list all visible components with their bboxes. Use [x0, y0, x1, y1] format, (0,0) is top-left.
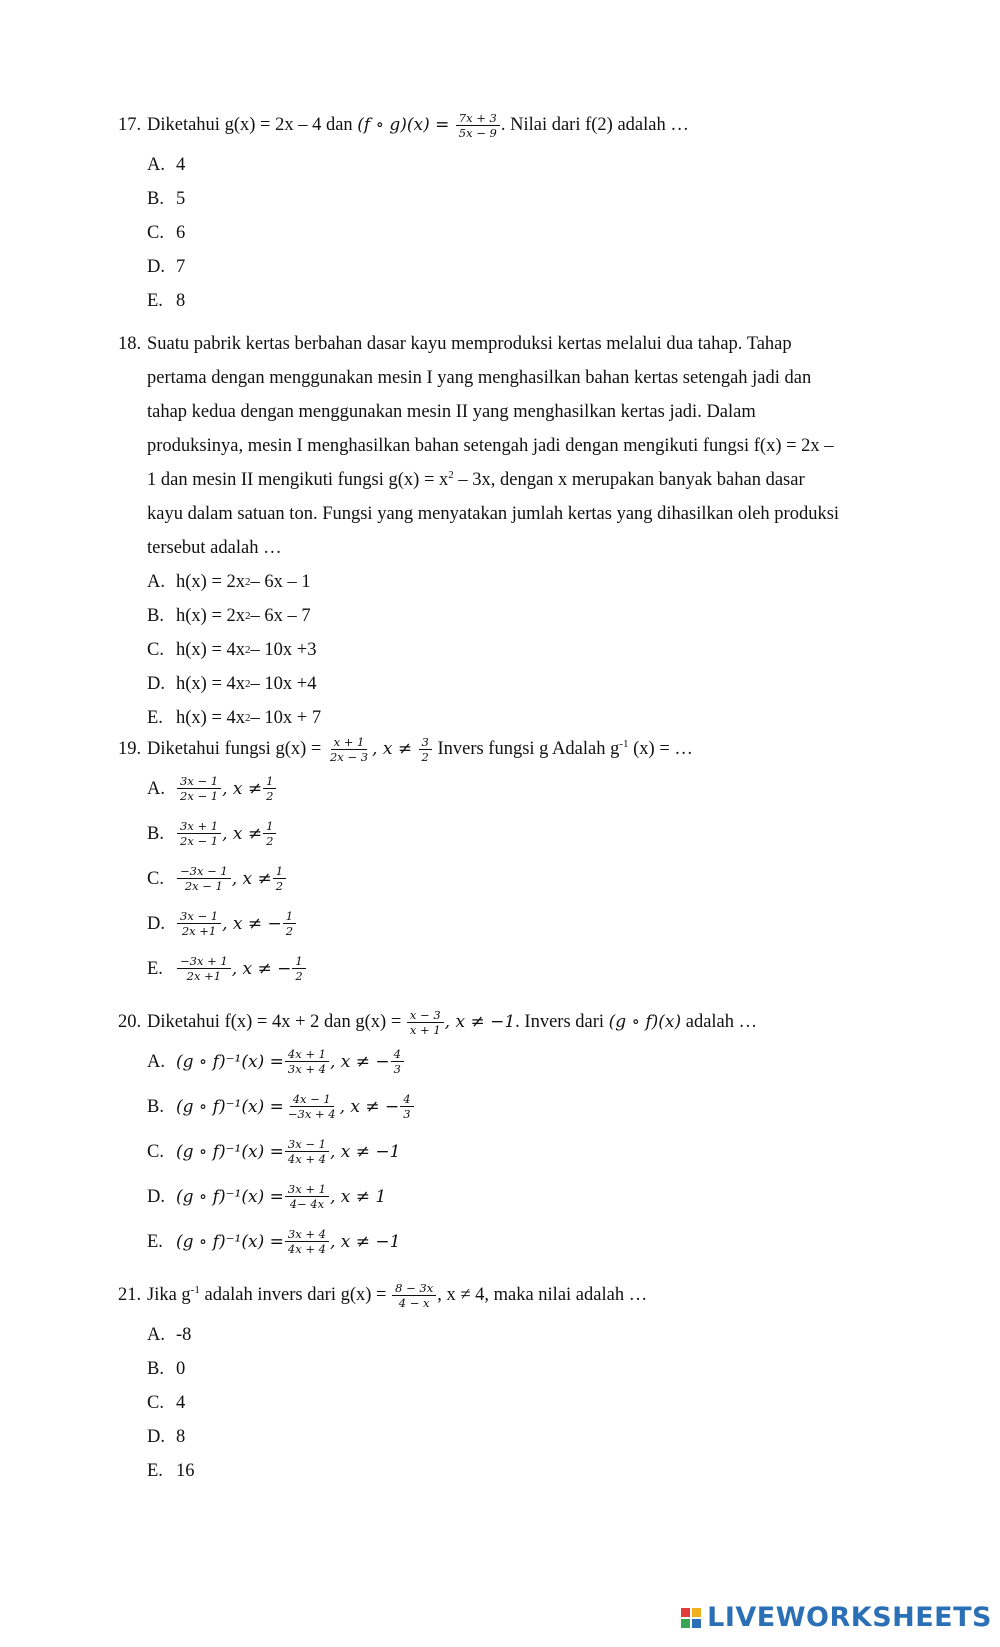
option-a[interactable]: A. 4: [147, 155, 186, 175]
option-b[interactable]: B. 5: [147, 189, 186, 209]
question-number: 19.: [118, 739, 142, 759]
fraction: $\frac{x - 3}{x + 1}$: [407, 1008, 444, 1037]
question-text: Diketahui g(x) = 2x – 4 dan (f ∘ g)(x) = $\frac{7x + 3}{5x - 9}$ . Nilai dari f(2) adalah …: [147, 111, 689, 141]
option-b[interactable]: B. h(x) = 2x 2 – 6x – 7: [147, 606, 311, 626]
liveworksheets-logo: [681, 1602, 992, 1633]
options-list: [147, 1318, 888, 1488]
question-number: 18.: [118, 334, 142, 354]
option-a[interactable]: A. h(x) = 2x 2 – 6x – 1: [147, 572, 311, 592]
logo-square-icon: [681, 1619, 690, 1628]
fraction: $\frac{7x + 3}{5x - 9}$: [456, 111, 500, 140]
option-d[interactable]: D. 7: [147, 257, 186, 277]
option-e[interactable]: E. 16: [147, 1461, 195, 1481]
option-a[interactable]: A. $\frac{3x - 1}{2x - 1}$ , x ≠ $\frac{1}{2}$: [147, 766, 888, 811]
option-d[interactable]: D. $\frac{3x - 1}{2x +1}$ , x ≠ − $\frac{1}{2}$: [147, 901, 888, 946]
question-17: [118, 108, 888, 318]
logo-square-icon: [692, 1608, 701, 1617]
option-c[interactable]: C. h(x) = 4x 2 – 10x +3: [147, 640, 317, 660]
option-c[interactable]: C. (g ∘ f)⁻¹(x) = $\frac{3x - 1}{4x + 4}$ , x ≠ −1: [147, 1137, 401, 1166]
option-c[interactable]: C. 4: [147, 1393, 186, 1413]
fraction: $\frac{3}{2}$: [419, 735, 432, 764]
option-a[interactable]: A. (g ∘ f)⁻¹(x) = $\frac{4x + 1}{3x + 4}$ , x ≠ − $\frac{4}{3}$: [147, 1039, 888, 1084]
option-e[interactable]: E. $\frac{-3x + 1}{2x +1}$ , x ≠ − $\frac{1}{2}$: [147, 946, 888, 991]
option-e[interactable]: E. 8: [147, 291, 186, 311]
option-b[interactable]: B. (g ∘ f)⁻¹(x) = $\frac{4x - 1}{-3x + 4}$ , x ≠ − $\frac{4}{3}$: [147, 1084, 888, 1129]
fraction: $\frac{x + 1}{2x - 3}$: [329, 735, 369, 765]
option-c[interactable]: C. 6: [147, 223, 186, 243]
options-list: [147, 766, 888, 991]
question-number: 20.: [118, 1012, 142, 1032]
option-c[interactable]: C. $\frac{-3x - 1}{2x - 1}$ , x ≠ $\frac{1}{2}$: [147, 856, 888, 901]
option-d[interactable]: D. (g ∘ f)⁻¹(x) = $\frac{3x + 1}{4- 4x}$ , x ≠ 1: [147, 1182, 387, 1211]
question-text: Diketahui fungsi g(x) = $\frac{x + 1}{2x - 3}$ , x ≠ $\frac{3}{2}$ Invers fungsi g Adalah $g^{-1}$ (x) = …: [147, 735, 693, 765]
option-e[interactable]: E. (g ∘ f)⁻¹(x) = $\frac{3x + 4}{4x + 4}$ , x ≠ −1: [147, 1227, 401, 1256]
question-number: 17.: [118, 115, 142, 135]
logo-square-icon: [681, 1608, 690, 1617]
question-text: Suatu pabrik kertas berbahan dasar kayu memproduksi kertas melalui dua tahap. Tahap pertama dengan menggunakan mesin I yang menghasilkan bahan kertas setengah jadi dan tahap kedua dengan menggunakan mesin II yang menghasilkan kertas jadi. Dalam produksinya, mesin I menghasilkan bahan setengah jadi dengan mengikuti fungsi f(x) = 2x – 1 dan mesin II mengikuti fungsi $g(x) = x^2 - 3x$, dengan x merupakan banyak bahan dasar kayu dalam satuan ton. Fungsi yang menyatakan jumlah kertas yang dihasilkan oleh produksi tersebut adalah …: [147, 334, 840, 558]
option-d[interactable]: D. h(x) = 4x 2 – 10x +4: [147, 674, 317, 694]
option-d[interactable]: D. 8: [147, 1427, 186, 1447]
options-list: [147, 1039, 888, 1264]
option-a[interactable]: A. -8: [147, 1325, 192, 1345]
options-list: [147, 148, 888, 318]
question-number: 21.: [118, 1285, 142, 1305]
option-b[interactable]: B. $\frac{3x + 1}{2x - 1}$ , x ≠ $\frac{1}{2}$: [147, 811, 888, 856]
question-18: [118, 327, 888, 735]
logo-mark-icon: [681, 1608, 701, 1628]
question-19: [118, 732, 888, 991]
logo-text: LIVEWORKSHEETS: [707, 1602, 992, 1633]
question-text: Jika $g^{-1}$ adalah invers dari g(x) = $\frac{8 - 3x}{4 - x}$ , x ≠ 4, maka nilai adalah …: [147, 1281, 648, 1311]
question-20: [118, 1005, 888, 1264]
options-list: [147, 565, 888, 735]
option-e[interactable]: E. h(x) = 4x 2 – 10x + 7: [147, 708, 322, 728]
fraction: $\frac{8 - 3x}{4 - x}$: [392, 1281, 436, 1310]
logo-square-icon: [692, 1619, 701, 1628]
option-b[interactable]: B. 0: [147, 1359, 186, 1379]
question-21: [118, 1278, 888, 1488]
question-text: Diketahui f(x) = 4x + 2 dan g(x) = $\frac{x - 3}{x + 1}$ , x ≠ −1. Invers dari (g ∘ f)(x) adalah …: [147, 1008, 758, 1038]
